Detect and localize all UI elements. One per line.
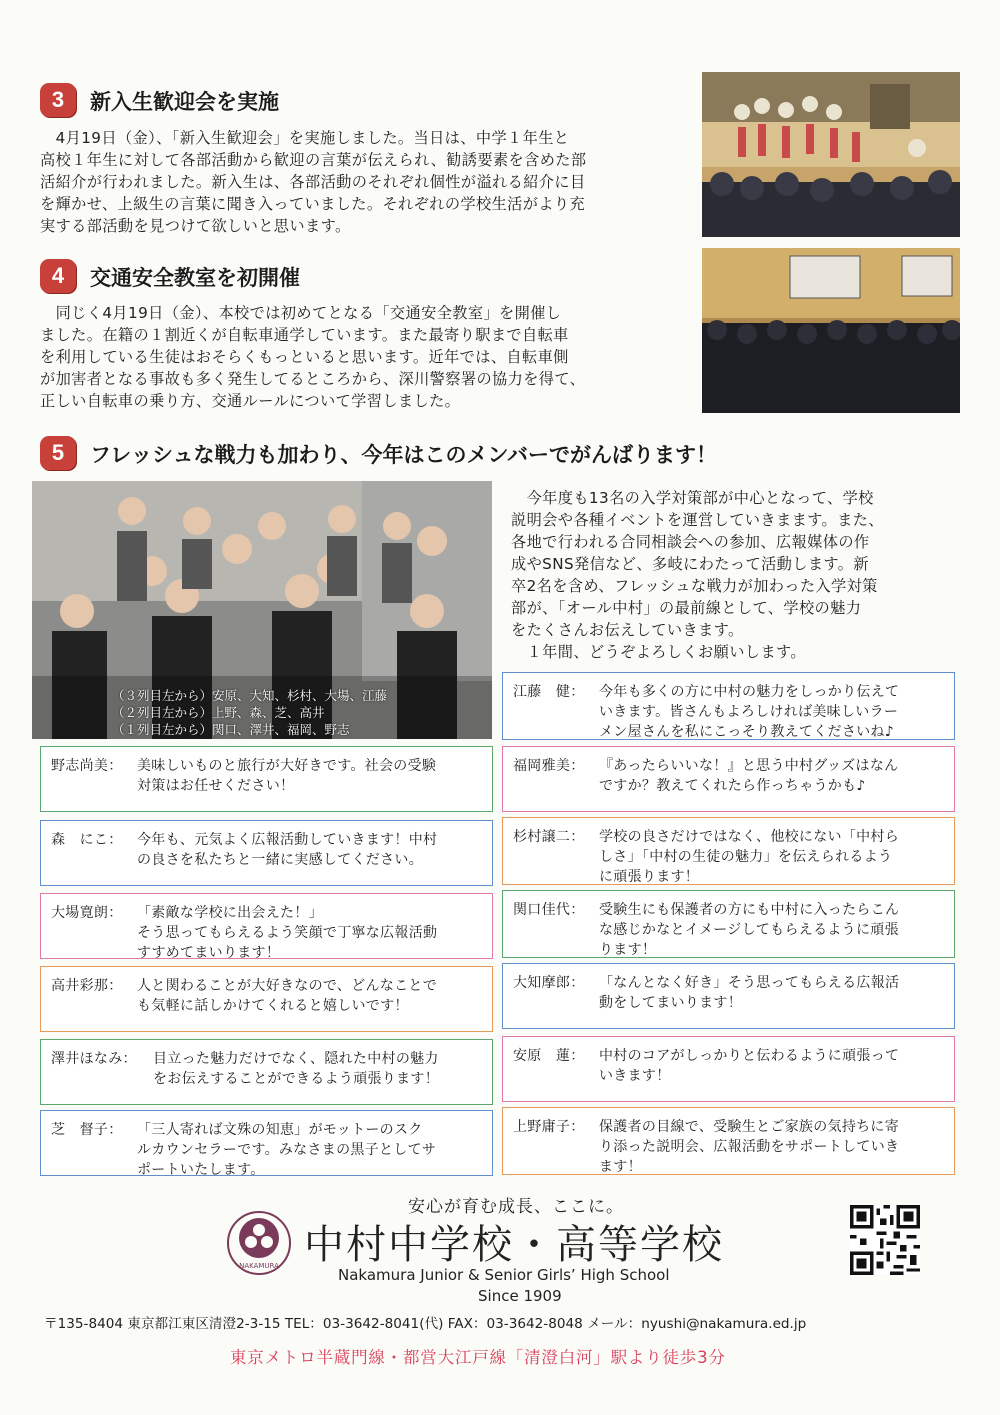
member-card-oba: 大場寛朗： 「素敵な学校に出会えた！」 そう思ってもらえるよう笑顔で丁寧な広報活動 すすめてまいります！: [40, 893, 493, 959]
school-name-english: Nakamura Junior & Senior Girls’ High School: [338, 1266, 670, 1284]
access-info: 東京メトロ半蔵門線・都営大江戸線「清澄白河」駅より徒歩3分: [230, 1348, 726, 1367]
member-card-takai: 高井彩那： 人と関わることが大好きなので、どんなことで も気軽に話しかけてくれると嬉しいです！: [40, 966, 493, 1032]
welcome-event-photo: [702, 72, 960, 237]
contact-address: 〒135-8404 東京都江東区清澄2-3-15 TEL：03-3642-8041(代) FAX：03-3642-8048 メール：nyushi@nakamura.ed.jp: [44, 1316, 807, 1332]
traffic-safety-photo: [702, 248, 960, 413]
member-card-ochi: 大知摩郎： 「なんとなく好き」そう思ってもらえる広報活 動をしてまいります！: [502, 963, 955, 1029]
section-3-title: 新入生歓迎会を実施: [90, 90, 279, 114]
member-card-sekiguchi: 関口佳代： 受験生にも保護者の方にも中村に入ったらこん な感じかなとイメージしてもらえるように頑張 ります！: [502, 890, 955, 958]
member-card-yasuhara: 安原 蓮： 中村のコアがしっかりと伝わるように頑張って いきます！: [502, 1036, 955, 1102]
section-4-number: 4: [40, 259, 76, 293]
tagline: 安心が育む成長、ここに。: [408, 1197, 624, 1217]
member-card-fukuoka: 福岡雅美： 『あったらいいな！』と思う中村グッズはなん ですか？教えてくれたら作っちゃうかも♪: [502, 746, 955, 812]
section-3-number: 3: [40, 83, 76, 117]
member-card-noshi: 野志尚美： 美味しいものと旅行が大好きです。社会の受験 対策はお任せください！: [40, 746, 493, 812]
since-year: Since 1909: [478, 1287, 562, 1305]
section-5-text: 今年度も13名の入学対策部が中心となって、学校 説明会や各種イベントを運営していきまます。また、 各地で行われる合同相談会への参加、広報媒体の作 成やSNS発信など、多岐にわたって活動します。新 卒2名を含め、フレッシュな戦力が加わった入学対策 部が、「オール中村」の最前線として、学校の魅力 をたくさんお伝えしていきます。 １年間、どうぞよろしくお願いします。: [511, 489, 884, 661]
member-card-mori: 森 にこ： 今年も、元気よく広報活動していきます！中村 の良さを私たちと一緒に実感してください。: [40, 820, 493, 886]
qr-code-icon[interactable]: [850, 1205, 920, 1275]
member-card-shiba: 芝 督子： 「三人寄れば文殊の知恵」がモットーのスク ルカウンセラーです。みなさまの黒子としてサ ポートいたします。: [40, 1110, 493, 1176]
section-3-text: 4月19日（金）、「新入生歓迎会」を実施しました。当日は、中学１年生と 高校１年生に対して各部活動から歓迎の言葉が伝えられ、勧誘要素を含めた部 活紹介が行われました。新入生は、各部活動のそれぞれ個性が溢れる紹介に目 を輝かせ、上級生の言葉に聞き入っていました。それぞれの学校生活がより充 実する部活動を見つけて欲しいと思います。: [40, 129, 587, 235]
member-card-eto: 江藤 健： 今年も多くの方に中村の魅力をしっかり伝えて いきます。皆さんもよろしければ美味しいラー メン屋さんを私にこっそり教えてくださいね♪: [502, 672, 955, 740]
photo-caption: （３列目左から）安原、大知、杉村、大場、江藤 （２列目左から）上野、森、芝、高井 （１列目左から）関口、澤井、福岡、野志: [112, 688, 388, 737]
school-name: 中村中学校・高等学校: [304, 1222, 724, 1268]
section-5-title: フレッシュな戦力も加わり、今年はこのメンバーでがんばります！: [90, 443, 718, 467]
svg-text:NAKAMURA: NAKAMURA: [239, 1262, 279, 1270]
section-4-text: 同じく4月19日（金）、本校では初めてとなる「交通安全教室」を開催し ました。在籍の１割近くが自転車通学しています。また最寄り駅まで自転車 を利用している生徒はおそらくもっといると思います。近年では、自転車側 が加害者となる事故も多く発生してるところから、深川警察署の協力を得て、 正しい自転車の乗り方、交通ルールについて学習しました。: [40, 304, 586, 410]
section-5-number: 5: [40, 436, 76, 470]
section-4-title: 交通安全教室を初開催: [90, 266, 300, 290]
school-logo-icon: [226, 1210, 292, 1276]
member-card-sawai: 澤井ほなみ： 目立った魅力だけでなく、隠れた中村の魅力 をお伝えすることができるよう頑張ります！: [40, 1039, 493, 1105]
member-card-ueno: 上野庸子： 保護者の目線で、受験生とご家族の気持ちに寄 り添った説明会、広報活動をサポートしていき ます！: [502, 1107, 955, 1175]
member-card-sugimura: 杉村譲二： 学校の良さだけではなく、他校にない「中村ら しさ」「中村の生徒の魅力」を伝えられるよう に頑張ります！: [502, 817, 955, 885]
